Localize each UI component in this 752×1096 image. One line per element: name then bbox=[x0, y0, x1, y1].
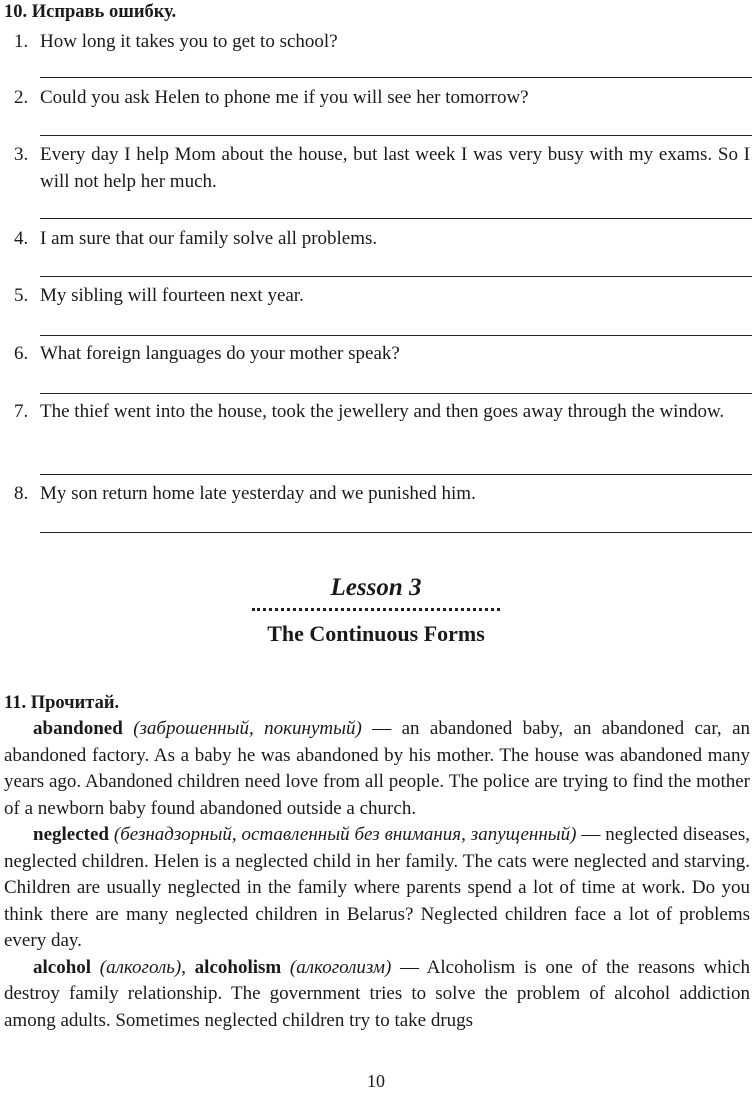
answer-line[interactable] bbox=[40, 474, 752, 475]
item-number: 3. bbox=[14, 144, 29, 165]
exercise-item bbox=[14, 340, 750, 367]
exercise-item bbox=[14, 282, 750, 309]
vocab-separator: , bbox=[181, 956, 195, 978]
answer-line[interactable] bbox=[40, 393, 752, 394]
vocab-term: abandoned bbox=[33, 718, 123, 739]
vocab-term: alcohol bbox=[33, 956, 92, 978]
item-text: My sibling will fourteen next year. bbox=[40, 285, 304, 306]
exercise-11-title: 11. Прочитай. bbox=[4, 693, 120, 713]
vocab-entry bbox=[4, 716, 750, 822]
item-number: 5. bbox=[14, 285, 29, 306]
vocab-entry bbox=[4, 822, 750, 955]
item-number: 1. bbox=[14, 31, 29, 52]
item-number: 4. bbox=[14, 228, 29, 249]
answer-line[interactable] bbox=[40, 532, 752, 533]
item-text: Every day I help Mom about the house, but last week I was very busy with my exams. So I will not help her much. bbox=[40, 144, 750, 192]
item-text: I am sure that our family solve all problems. bbox=[40, 228, 378, 249]
item-text: The thief went into the house, took the jewellery and then goes away through the window. bbox=[40, 401, 725, 422]
vocab-gloss: (безнадзорный, оставленный без внимания, запущенный) bbox=[113, 824, 577, 845]
dotted-divider bbox=[252, 608, 500, 611]
exercise-item bbox=[14, 398, 750, 425]
item-number: 7. bbox=[14, 401, 29, 422]
page-number: 10 bbox=[367, 1071, 385, 1091]
exercise-item bbox=[14, 28, 750, 55]
vocab-entry bbox=[4, 955, 750, 1035]
exercise-item bbox=[14, 84, 750, 111]
vocab-gloss: (алкоголь) bbox=[99, 956, 182, 978]
answer-line[interactable] bbox=[40, 77, 752, 78]
item-number: 8. bbox=[14, 483, 29, 504]
item-number: 6. bbox=[14, 343, 29, 364]
answer-line[interactable] bbox=[40, 335, 752, 336]
answer-line[interactable] bbox=[40, 218, 752, 219]
item-number: 2. bbox=[14, 87, 29, 108]
item-text: What foreign languages do your mother speak? bbox=[40, 343, 400, 364]
answer-line[interactable] bbox=[40, 276, 752, 277]
exercise-10-title: 10. Исправь ошибку. bbox=[4, 2, 177, 22]
item-text: Could you ask Helen to phone me if you will see her tomorrow? bbox=[40, 87, 529, 108]
item-text: My son return home late yesterday and we punished him. bbox=[40, 483, 476, 504]
vocab-text: — an abandoned baby, an abandoned car, an abandoned factory. As a baby he was abandoned by his mother. The house was abandoned many years ago. Abandoned children need love from all people. The police are trying to find the mother of a newborn baby found abandoned outside a church. bbox=[4, 718, 751, 819]
exercise-item bbox=[14, 480, 750, 507]
lesson-subtitle: The Continuous Forms bbox=[267, 621, 485, 646]
vocab-gloss: (алкоголизм) bbox=[289, 956, 392, 978]
vocab-term: alcoholism bbox=[194, 956, 282, 978]
exercise-item bbox=[14, 225, 750, 252]
exercise-item bbox=[14, 141, 750, 195]
lesson-title: Lesson 3 bbox=[330, 574, 422, 601]
item-text: How long it takes you to get to school? bbox=[40, 31, 338, 52]
vocab-text: — Alcoholism is one of the reasons which destroy family relationship. The government tries to solve the problem of alcohol addiction among adults. Sometimes neglected children try to take drugs bbox=[4, 956, 750, 1031]
vocab-text: — neglected diseases, neglected children. Helen is a neglected child in her family. The cats were neglected and starving. Children are usually neglected in the family where parents spend a lot of time at work. Do you think there are many neglected children in Belarus? Neglected children face a lot of problems every day. bbox=[4, 824, 750, 951]
vocab-gloss: (заброшенный, покинутый) bbox=[133, 718, 362, 739]
vocab-term: neglected bbox=[33, 824, 109, 845]
reading-text bbox=[4, 716, 750, 1034]
answer-line[interactable] bbox=[40, 135, 752, 136]
